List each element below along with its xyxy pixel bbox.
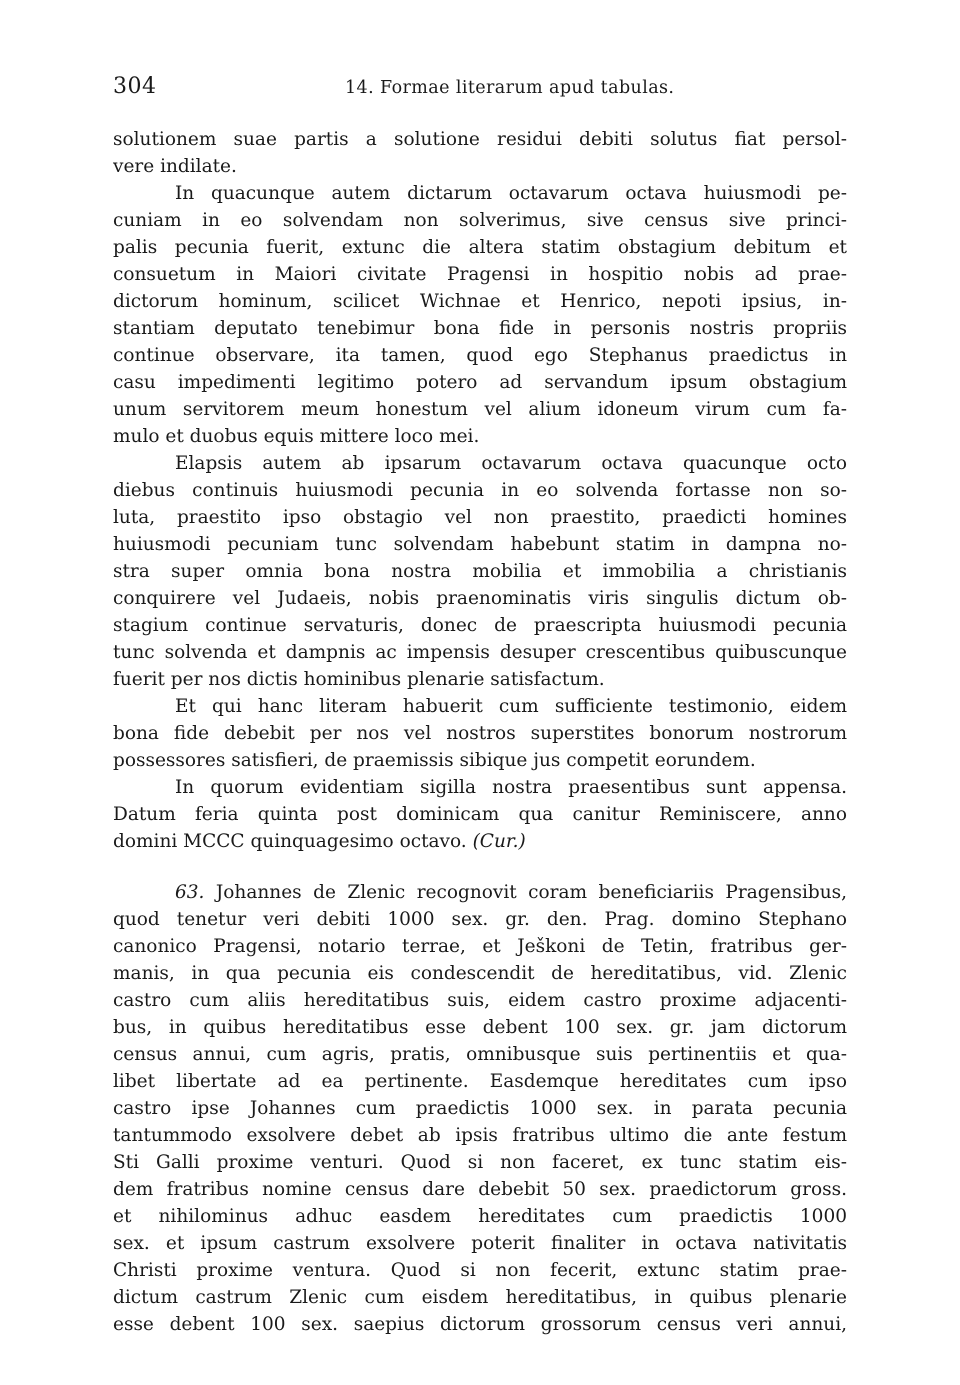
closing-note: (Cur.)	[472, 831, 526, 852]
text-line: Et qui hanc literam habuerit cum sufficiente testimonio, eidem	[175, 696, 847, 717]
text-line: bona fide debebit per nos vel nostros superstites bonorum nostrorum	[113, 723, 847, 744]
closing-line	[113, 828, 847, 855]
entry-first-text: Johannes de Zlenic recognovit coram beneficiariis Pragensibus,	[215, 882, 847, 903]
text-line: Christi proxime ventura. Quod si non fecerit, extunc statim prae-	[113, 1260, 847, 1281]
text-line: In quacunque autem dictarum octavarum octava huiusmodi pe-	[175, 183, 847, 204]
text-line: castro ipse Johannes cum praedictis 1000 sex. in parata pecunia	[113, 1098, 847, 1119]
text-line: huiusmodi pecuniam tunc solvendam habebunt statim in dampna no-	[113, 534, 847, 555]
section-gap	[113, 855, 847, 879]
paragraph	[113, 180, 847, 450]
text-line: consuetum in Maiori civitate Pragensi in hospitio nobis ad prae-	[113, 264, 847, 285]
text-line: stantiam deputato tenebimur bona fide in personis nostris propriis	[113, 318, 847, 339]
text-line: tunc solvenda et dampnis ac impensis desuper crescentibus quibuscunque	[113, 642, 847, 663]
text-line: mulo et duobus equis mittere loco mei.	[113, 426, 480, 447]
text-line: dem fratribus nomine census dare debebit 50 sex. praedictorum gross.	[113, 1179, 847, 1200]
text-line: Sti Galli proxime venturi. Quod si non faceret, ex tunc statim eis-	[113, 1152, 847, 1173]
page-number: 304	[113, 74, 157, 99]
entry-63	[113, 879, 847, 1338]
text-line: canonico Pragensi, notario terrae, et Ješkoni de Tetin, fratribus ger-	[113, 936, 847, 957]
text-line: palis pecunia fuerit, extunc die altera statim obstagium debitum et	[113, 237, 847, 258]
entry-number: 63.	[175, 882, 205, 903]
paragraph	[113, 126, 847, 180]
text-line: luta, praestito ipso obstagio vel non praestito, praedicti homines	[113, 507, 847, 528]
paragraph	[113, 450, 847, 693]
text-line: fuerit per nos dictis hominibus plenarie satisfactum.	[113, 669, 605, 690]
text-line: Elapsis autem ab ipsarum octavarum octava quacunque octo	[175, 453, 847, 474]
text-line: In quorum evidentiam sigilla nostra praesentibus sunt appensa.	[175, 777, 847, 798]
text-line: dictorum hominum, scilicet Wichnae et Henrico, nepoti ipsius, in-	[113, 291, 847, 312]
paragraph	[113, 693, 847, 774]
text-line: stra super omnia bona nostra mobilia et immobilia a christianis	[113, 561, 847, 582]
text-line: manis, in qua pecunia eis condescendit de hereditatibus, vid. Zlenic	[113, 963, 847, 984]
text-line: conquirere vel Judaeis, nobis praenominatis viris singulis dictum ob-	[113, 588, 847, 609]
text-line: et nihilominus adhuc easdem hereditates cum praedictis 1000	[113, 1206, 847, 1227]
text-line: possessores satisfieri, de praemissis sibique jus competit eorundem.	[113, 750, 756, 771]
text-line: quod tenetur veri debiti 1000 sex. gr. den. Prag. domino Stephano	[113, 909, 847, 930]
text-line: solutionem suae partis a solutione residui debiti solutus fiat persol-	[113, 129, 847, 150]
page-header	[113, 74, 847, 104]
text-line: sex. et ipsum castrum exsolvere poterit finaliter in octava nativitatis	[113, 1233, 847, 1254]
text-line: bus, in quibus hereditatibus esse debent 100 sex. gr. jam dictorum	[113, 1017, 847, 1038]
running-head: 14. Formae literarum apud tabulas.	[345, 78, 675, 98]
text-line: cuniam in eo solvendam non solverimus, sive census sive princi-	[113, 210, 847, 231]
text-line: esse debent 100 sex. saepius dictorum grossorum census veri annui,	[113, 1314, 847, 1335]
closing-text: domini MCCC quinquagesimo octavo.	[113, 831, 467, 852]
text-line: dictum castrum Zlenic cum eisdem hereditatibus, in quibus plenarie	[113, 1287, 847, 1308]
text-line: vere indilate.	[113, 156, 237, 177]
text-line: diebus continuis huiusmodi pecunia in eo solvenda fortasse non so-	[113, 480, 847, 501]
paragraph	[113, 774, 847, 855]
document-body	[113, 126, 847, 1338]
text-line: castro cum aliis hereditatibus suis, eidem castro proxime adjacenti-	[113, 990, 847, 1011]
entry-first-line	[113, 879, 847, 906]
text-line: unum servitorem meum honestum vel alium idoneum virum cum fa-	[113, 399, 847, 420]
text-line: continue observare, ita tamen, quod ego Stephanus praedictus in	[113, 345, 847, 366]
text-line: stagium continue servaturis, donec de praescripta huiusmodi pecunia	[113, 615, 847, 636]
text-line: census annui, cum agris, pratis, omnibusque suis pertinentiis et qua-	[113, 1044, 847, 1065]
text-line: casu impedimenti legitimo potero ad servandum ipsum obstagium	[113, 372, 847, 393]
text-line: Datum feria quinta post dominicam qua canitur Reminiscere, anno	[113, 804, 847, 825]
text-line: tantummodo exsolvere debet ab ipsis fratribus ultimo die ante festum	[113, 1125, 847, 1146]
text-line: libet libertate ad ea pertinente. Easdemque hereditates cum ipso	[113, 1071, 847, 1092]
